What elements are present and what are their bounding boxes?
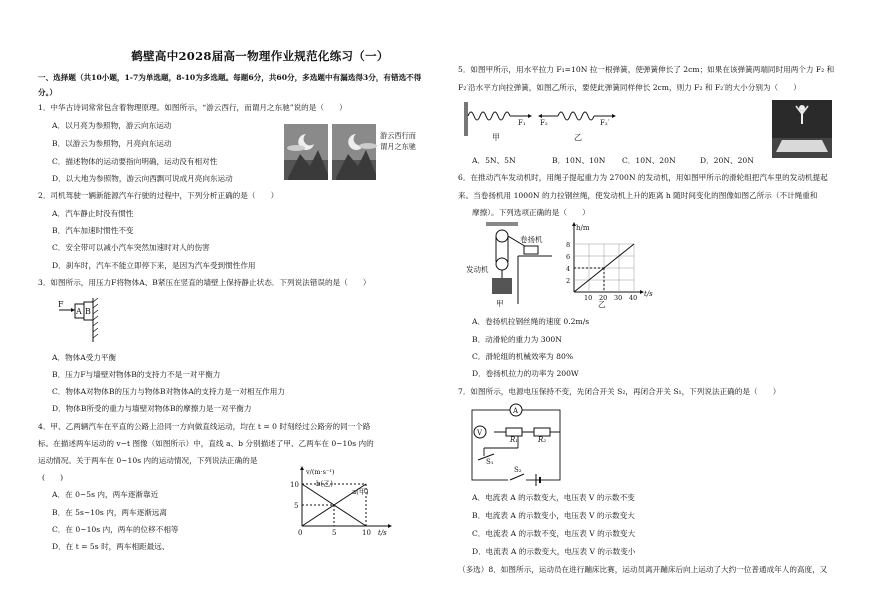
q6-y-axis-label: h/m <box>576 224 590 232</box>
q4-line-a-label: a(甲) <box>352 488 369 496</box>
q4-option-d: D．在 t = 5s 时，两车相距最远、 <box>52 542 170 551</box>
q6-option-a: A．卷扬机拉钢丝绳的速度 0.2m/s <box>472 317 590 326</box>
q6-x-axis-label: t/s <box>644 290 653 298</box>
q6-tick-x40: 40 <box>629 294 638 302</box>
q6-tick-y2: 2 <box>566 277 571 285</box>
q4-tick-y10: 10 <box>290 481 299 489</box>
q1-option-c: C．描述物体的运动要指向明确，运动没有相对性 <box>52 157 218 166</box>
q4-option-c: C．在 0~10s 内，两车的位移不相等 <box>52 525 179 534</box>
q3-option-c: C．物体A对物体B的压力与物体B对物体A的支持力是一对相互作用力 <box>52 387 285 396</box>
q6-tick-x10: 10 <box>584 294 593 302</box>
q6-winch-label: 卷扬机 <box>520 235 543 244</box>
q6-line2: 来。当卷扬机用 1000N 的力拉钢丝绳，使发动机上升的距离 h 随时间变化的图像如图乙所示（不计绳重和 <box>458 191 818 200</box>
q7-option-d: D．电流表 A 的示数变大，电压表 V 的示数变小 <box>472 547 636 556</box>
q7-r1-label: R₁ <box>510 436 519 444</box>
q1-stem: 1．中华古诗词常常包含着物理原理。如图所示，“游云西行，而谓月之东驰”说的是（ ） <box>38 103 347 112</box>
q4-answer-paren: ( ) <box>42 473 64 482</box>
q5-line1: 5．如图甲所示，用水平拉力 F₁=10N 拉一根弹簧，使弹簧伸长了 2cm；如果在该弹簧两端同时用两个力 F₂ 和 <box>458 65 835 74</box>
q6-line3: 摩擦）。下列选项正确的是（ ） <box>472 208 590 217</box>
q1-option-d: D．以大地为参照物，游云向西飘可说成月亮向东运动 <box>52 174 233 183</box>
q5-figure-jia-label: 甲 <box>492 133 500 142</box>
q6-tick-y4: 4 <box>566 265 571 273</box>
q5-option-a: A．5N、5N <box>472 156 516 165</box>
q7-voltmeter-label: V <box>477 429 483 437</box>
q2-option-b: B．汽车加速时惯性不变 <box>52 226 134 235</box>
q4-tick-x0: 0 <box>298 529 303 536</box>
q2-option-a: A．汽车静止时没有惯性 <box>52 209 134 218</box>
q7-r2-label: R₂ <box>538 436 547 444</box>
q7-ammeter-label: A <box>513 407 519 415</box>
trampoline-photo <box>772 100 832 158</box>
q4-line2: 标。在描述两车运动的 v−t 图像（如图所示）中，直线 a、b 分别描述了甲、乙两车在 0~10s 内的 <box>38 439 374 448</box>
q7-s2-label: S₂ <box>514 466 522 474</box>
q4-line3: 运动情况。关于两车在 0~10s 内的运动情况，下列说法正确的是 <box>38 456 258 465</box>
q3-option-b: B．压力F与墙壁对物体B的支持力不是一对平衡力 <box>52 370 221 379</box>
q3-block-a-label: A <box>76 307 82 316</box>
q1-option-b: B．以游云为参照物，月亮向东运动 <box>52 139 172 148</box>
q6-tick-y8: 8 <box>566 241 571 249</box>
q6-option-c: C．滑轮组的机械效率为 80% <box>472 352 574 361</box>
q4-vt-graph <box>288 466 394 536</box>
q7-s1-label: S₁ <box>486 458 494 466</box>
q1-option-a: A．以月亮为参照物，游云向东运动 <box>52 121 172 130</box>
q5-force-f2prime-label: F₂′ <box>600 119 610 127</box>
q2-option-d: D．刹车时，汽车不能立即停下来，是因为汽车受到惯性作用 <box>52 261 256 270</box>
q5-line2: F₂′沿水平方向拉弹簧，如图乙所示，要使此弹簧同样伸长 2cm，则力 F₂ 和 F₂′的大小分别为（ ） <box>458 83 801 92</box>
q4-option-b: B．在 5s~10s 内，两车逐渐远离 <box>52 508 167 517</box>
q6-engine-label: 发动机 <box>466 265 489 274</box>
q3-block-b-label: B <box>85 307 91 316</box>
q7-circuit-figure <box>466 400 566 488</box>
q6-tick-x30: 30 <box>614 294 623 302</box>
page-title: 鹤壁高中2028届高一物理作业规范化练习（一） <box>131 49 389 63</box>
q5-option-d: D．20N、20N <box>700 156 754 165</box>
q6-pulley-figure <box>466 222 558 310</box>
q5-option-b: B．10N、10N <box>552 156 606 165</box>
q6-figure-yi-label: 乙 <box>598 300 606 309</box>
q3-option-a: A．物体A受力平衡 <box>52 353 117 362</box>
q6-figure-jia-label: 甲 <box>496 299 504 308</box>
q3-force-label: F <box>58 300 64 309</box>
q4-tick-y5: 5 <box>294 502 299 510</box>
q4-tick-x5: 5 <box>332 529 337 536</box>
q6-option-b: B．动滑轮的重力为 300N <box>472 335 562 344</box>
q7-stem: 7．如图所示，电源电压保持不变，先闭合开关 S₂，再闭合开关 S₁，下列说法正确的是（ ） <box>458 387 781 396</box>
q4-tick-x10: 10 <box>362 529 371 536</box>
q7-option-c: C．电流表 A 的示数不变，电压表 V 的示数变大 <box>472 529 636 538</box>
q5-springs-figure <box>462 98 622 148</box>
q5-force-f2-label: F₂ <box>540 119 548 127</box>
q1-figure-caption: 游云西行而谓月之东驰 <box>380 131 416 151</box>
q3-wall-blocks-figure <box>56 298 102 344</box>
q6-ht-graph <box>558 222 658 304</box>
q5-figure-yi-label: 乙 <box>574 133 582 142</box>
q6-option-d: D．卷扬机拉力的功率为 200W <box>472 369 579 378</box>
q4-y-axis-label: v/(m·s⁻¹) <box>306 468 335 476</box>
q5-option-c: C．10N、20N <box>622 156 676 165</box>
q4-option-a: A．在 0~5s 内，两车逐渐靠近 <box>52 490 159 499</box>
q4-line1: 4．甲、乙两辆汽车在平直的公路上沿同一方向做直线运动，均在 t = 0 时刻经过公路旁的同一个路 <box>38 422 371 431</box>
q6-line1: 6．在推动汽车发动机时，用绳子提起重力为 2700N 的发动机，用如图甲所示的滑轮组把汽车里的发动机提起 <box>458 173 828 182</box>
q4-line-b-label: b(乙) <box>316 480 333 488</box>
q7-option-b: B．电流表 A 的示数变小，电压表 V 的示数变大 <box>472 511 635 520</box>
q3-option-d: D．物体B所受的重力与墙壁对物体B的摩擦力是一对平衡力 <box>52 404 252 413</box>
q2-option-c: C．安全带可以减小汽车突然加速时对人的伤害 <box>52 243 210 252</box>
q6-tick-x20: 20 <box>599 294 608 302</box>
q4-x-axis-label: t/s <box>378 529 387 536</box>
q6-tick-y6: 6 <box>566 253 571 261</box>
q8-stem: （多选）8．如图所示，运动员在进行蹦床比赛，运动员离开蹦床后向上运动了大约一位普通成年人的高度，又 <box>458 565 828 574</box>
q5-force-f1-label: F₁ <box>518 119 526 127</box>
q7-option-a: A．电流表 A 的示数变大，电压表 V 的示数不变 <box>472 493 635 502</box>
section-heading: 一、选择题（共10小题，1-7为单选题，8-10为多选题。每题6分，共60分，多选题中有漏选得3分，有错选不得分。） <box>38 73 422 97</box>
q2-stem: 2．司机驾驶一辆新能源汽车行驶的过程中，下列分析正确的是（ ） <box>38 191 279 200</box>
q3-stem: 3．如图所示，用压力F将物体A、B紧压在竖直的墙壁上保持静止状态．下列说法错误的是（ ） <box>38 278 371 287</box>
